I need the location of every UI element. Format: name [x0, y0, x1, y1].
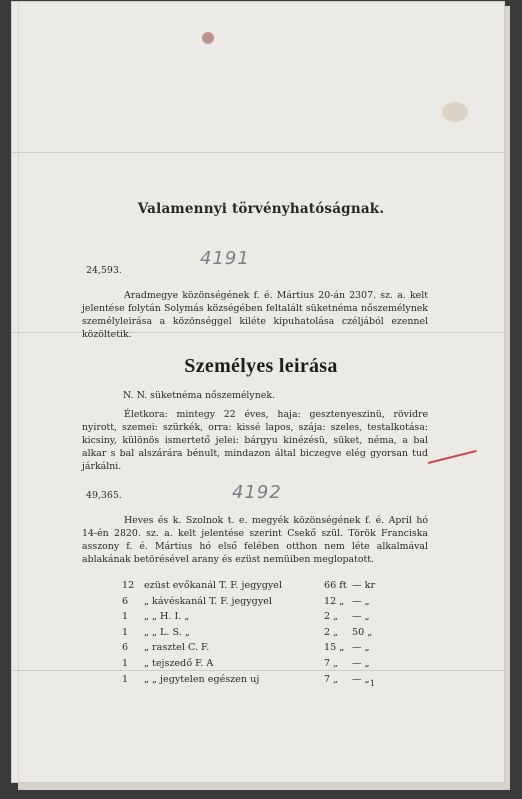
item-price-ft: 15 „ — [324, 642, 345, 654]
section-intro: Heves és k. Szolnok t. e. megyék közönségének f. é. April hó 14-én 2820. sz. a. kelt jelentése szerint Csekő szül. Török Franciska asszony f. é. Mártius hó első felében otthon nem léte alkalmával ablakának betörésével arany és ezüst nemüiben meglopatott. — [82, 515, 428, 565]
item-description: „ rasztel C. F. — [144, 642, 210, 654]
item-price-kr: — „ — [352, 595, 370, 607]
item-price-ft: 7 „ — [324, 657, 339, 669]
section-number: 24,593. — [86, 265, 122, 276]
list-item — [122, 674, 392, 690]
item-quantity: 1 — [122, 626, 129, 638]
item-price-kr: — „ — [352, 673, 370, 685]
item-price-ft: 7 „ — [324, 673, 339, 685]
item-quantity: 6 — [122, 642, 129, 654]
item-description: „ „ L. S. „ — [144, 626, 190, 638]
ink-stain — [202, 32, 214, 44]
item-price-kr: 50 „ — [352, 626, 373, 638]
item-price-ft: 2 „ — [324, 611, 339, 623]
trailing-mark: 1 — [370, 679, 376, 688]
section-heading: Személyes leirása — [184, 355, 338, 377]
subject-line: N. N. süketnéma nőszemélynek. — [123, 390, 275, 401]
item-description: „ tejszedő F. A — [144, 657, 214, 669]
item-price-kr: — „ — [352, 642, 370, 654]
item-price-ft: 2 „ — [324, 626, 339, 638]
item-quantity: 6 — [122, 595, 129, 607]
fold-line — [18, 2, 19, 782]
water-stain — [442, 102, 468, 122]
item-quantity: 1 — [122, 673, 129, 685]
handwritten-note: 4192 — [232, 482, 282, 503]
list-item — [122, 658, 392, 674]
item-price-ft: 66 ft — [324, 580, 347, 591]
item-description: „ kávéskanál T. F. jegygyel — [144, 595, 272, 607]
item-price-kr: — kr — [352, 580, 376, 591]
list-item — [122, 596, 392, 612]
item-price-kr: — „ — [352, 611, 370, 623]
list-item — [122, 627, 392, 643]
item-price-kr: — „ — [352, 657, 370, 669]
item-quantity: 1 — [122, 657, 129, 669]
item-description: „ „ jegytelen egészen uj — [144, 673, 260, 685]
handwritten-note: 4191 — [200, 248, 250, 269]
item-price-ft: 12 „ — [324, 595, 345, 607]
list-item — [122, 642, 392, 658]
item-quantity: 12 — [122, 580, 135, 591]
stolen-items-list — [122, 580, 392, 689]
document-title: Valamennyi törvényhatóságnak. — [137, 201, 385, 217]
item-description: „ „ H. I. „ — [144, 611, 190, 623]
section-intro: Aradmegye közönségének f. é. Mártius 20-án 2307. sz. a. kelt jelentése folytán Solymás községében feltalált süketnéma nőszemélynek személyleirása a közönséggel kiléte kipuhatolása czéljából ezennel közöltetik. — [82, 290, 428, 340]
description-paragraph: Életkora: mintegy 22 éves, haja: gesztenyeszinü, rövidre nyirott, szemei: szürkék, orra: kissé lapos, szája: szeles, testalkotása: kicsiny, különös ismertető jelei: bárgyu kinézésü, süket, néma, a bal alkar s bal alszárára bénult, mindazon által biczegve elég gyorsan tud járkálni. — [82, 409, 428, 472]
fold-line — [12, 152, 504, 153]
item-description: ezüst evőkanál T. F. jegygyel — [144, 580, 283, 591]
item-quantity: 1 — [122, 611, 129, 623]
list-item — [122, 611, 392, 627]
list-item — [122, 580, 392, 596]
section-number: 49,365. — [86, 490, 122, 501]
